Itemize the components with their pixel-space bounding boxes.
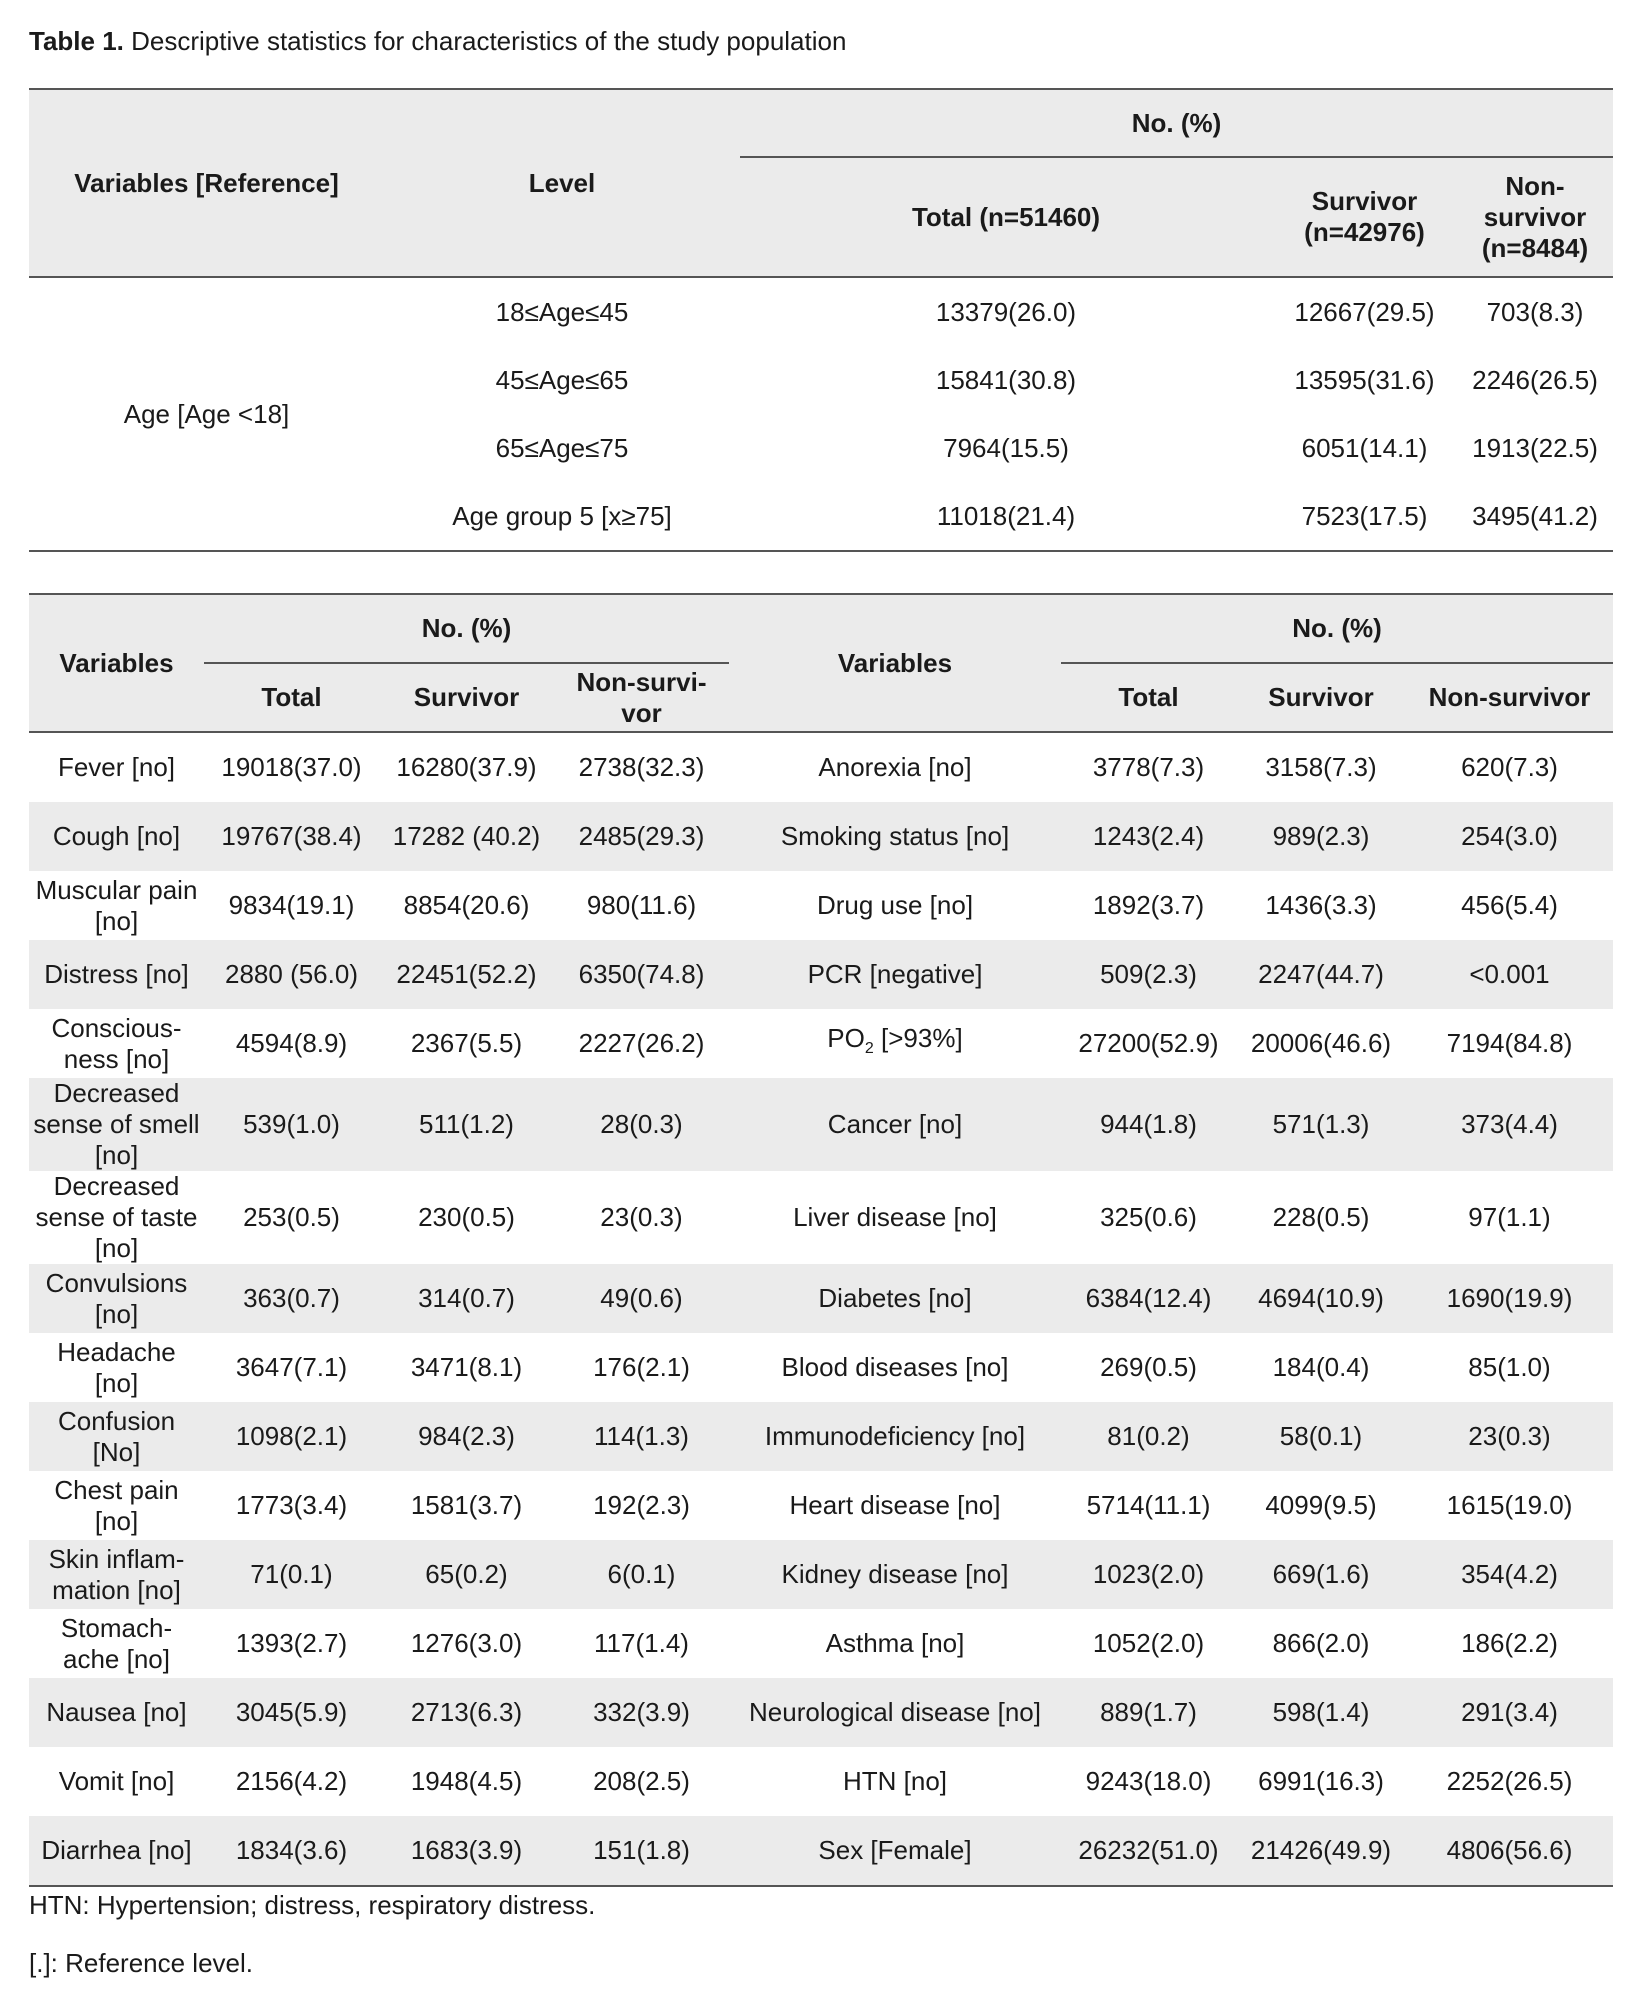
table-row	[29, 871, 1613, 940]
total-cell-left: 71(0.1)	[250, 1559, 333, 1589]
table-row	[29, 1747, 1613, 1816]
age-header-variables: Variables [Reference]	[74, 167, 339, 198]
char-header-variables-right: Variables	[837, 647, 953, 678]
table-row	[29, 1078, 1613, 1171]
survivor-cell-right: 598(1.4)	[1272, 1697, 1370, 1727]
total-cell-left: 253(0.5)	[243, 1202, 340, 1232]
variable-cell-right: Immunodeficiency [no]	[764, 1421, 1026, 1451]
total-cell-right: 27200(52.9)	[1078, 1028, 1219, 1058]
non-survivor-cell-left: 980(11.6)	[586, 890, 697, 920]
table-row	[29, 802, 1613, 871]
age-header-survivor: Survivor (n=42976)	[1304, 186, 1425, 247]
non-survivor-cell-left: 2227(26.2)	[578, 1028, 705, 1058]
total-cell-left: 2156(4.2)	[235, 1766, 348, 1796]
table-row	[29, 277, 1613, 346]
non-survivor-cell-left: 176(2.1)	[593, 1352, 690, 1382]
total-cell-right: 1892(3.7)	[1092, 890, 1205, 920]
variable-cell-right: Anorexia [no]	[818, 752, 972, 782]
age-header-total: Total (n=51460)	[911, 201, 1101, 232]
total-cell-left: 4594(8.9)	[235, 1028, 348, 1058]
non-survivor-cell-left: 23(0.3)	[600, 1202, 683, 1232]
survivor-cell-left: 16280(37.9)	[396, 752, 537, 782]
variable-cell-right: Asthma [no]	[825, 1628, 965, 1658]
age-non-survivor-cell: 2246(26.5)	[1472, 364, 1598, 395]
total-cell-left: 1834(3.6)	[235, 1835, 348, 1865]
table-row	[29, 1264, 1613, 1333]
survivor-cell-right: 2247(44.7)	[1258, 959, 1384, 989]
total-cell-right: 6384(12.4)	[1085, 1283, 1212, 1313]
total-cell-right: 509(2.3)	[1100, 959, 1197, 989]
survivor-cell-right: 184(0.4)	[1272, 1352, 1370, 1382]
table-row	[29, 1333, 1613, 1402]
total-cell-right: 1023(2.0)	[1092, 1559, 1205, 1589]
survivor-cell-left: 314(0.7)	[418, 1283, 515, 1313]
survivor-cell-right: 6991(16.3)	[1258, 1766, 1384, 1796]
non-survivor-cell-right: 2252(26.5)	[1446, 1766, 1573, 1796]
survivor-cell-left: 1683(3.9)	[410, 1835, 523, 1865]
non-survivor-cell-right: 1690(19.9)	[1446, 1283, 1573, 1313]
variable-main-text: PO	[827, 1022, 865, 1053]
age-header-non-survivor: Non-survivor (n=8484)	[1481, 170, 1589, 263]
table-row	[29, 940, 1613, 1009]
variable-subscript: 2	[864, 1040, 874, 1058]
table-row	[29, 1171, 1613, 1264]
table-row	[29, 1678, 1613, 1747]
total-cell-left: 539(1.0)	[243, 1109, 340, 1139]
non-survivor-cell-right: 186(2.2)	[1461, 1628, 1558, 1658]
age-total-cell: 7964(15.5)	[943, 432, 1069, 463]
char-header-survivor-right: Survivor	[1268, 682, 1374, 712]
variable-cell-right: Kidney disease [no]	[781, 1559, 1009, 1589]
char-header-variables-left: Variables	[59, 647, 174, 678]
variable-cell-left: Headache [no]	[57, 1336, 176, 1398]
age-total-cell: 11018(21.4)	[936, 500, 1076, 531]
variable-cell-right: Diabetes [no]	[818, 1283, 972, 1313]
age-header-level: Level	[528, 167, 596, 198]
variable-cell-left: Conscious-ness [no]	[51, 1012, 182, 1074]
age-header-no-pct: No. (%)	[740, 89, 1613, 157]
variable-cell-right: Cancer [no]	[827, 1109, 963, 1139]
variable-cell-left: Distress [no]	[44, 959, 189, 989]
survivor-cell-left: 8854(20.6)	[403, 890, 530, 920]
table-row	[29, 1540, 1613, 1609]
variable-cell-left: Fever [no]	[57, 752, 176, 782]
survivor-cell-right: 228(0.5)	[1272, 1202, 1370, 1232]
total-cell-left: 1098(2.1)	[235, 1421, 348, 1451]
non-survivor-cell-right: 620(7.3)	[1461, 752, 1558, 782]
variable-cell-right: Heart disease [no]	[789, 1490, 1001, 1520]
total-cell-right: 269(0.5)	[1100, 1352, 1197, 1382]
total-cell-right: 889(1.7)	[1100, 1697, 1197, 1727]
char-header-total-left: Total	[261, 682, 322, 712]
table-row	[29, 1816, 1613, 1886]
age-survivor-cell: 13595(31.6)	[1294, 364, 1435, 395]
survivor-cell-right: 4099(9.5)	[1265, 1490, 1377, 1520]
non-survivor-cell-right: 23(0.3)	[1468, 1421, 1551, 1451]
non-survivor-cell-left: 332(3.9)	[593, 1697, 690, 1727]
survivor-cell-right: 20006(46.6)	[1250, 1028, 1392, 1058]
survivor-cell-right: 571(1.3)	[1272, 1109, 1370, 1139]
total-cell-right: 1052(2.0)	[1092, 1628, 1205, 1658]
variable-cell-left: Chest pain [no]	[54, 1474, 179, 1536]
survivor-cell-left: 1276(3.0)	[410, 1628, 523, 1658]
variable-rest-text: [>93%]	[873, 1022, 963, 1053]
survivor-cell-left: 65(0.2)	[425, 1559, 508, 1589]
non-survivor-cell-left: 2485(29.3)	[578, 821, 705, 851]
variable-cell-left: Skin inflam-mation [no]	[48, 1543, 185, 1605]
age-level-cell: Age group 5 [x≥75]	[452, 500, 672, 531]
table-row	[29, 732, 1613, 802]
survivor-cell-left: 22451(52.2)	[396, 959, 537, 989]
survivor-cell-left: 984(2.3)	[418, 1421, 515, 1451]
variable-cell-left: Decreased sense of taste [no]	[35, 1171, 198, 1263]
non-survivor-cell-right: 1615(19.0)	[1446, 1490, 1573, 1520]
total-cell-left: 363(0.7)	[243, 1283, 340, 1313]
age-total-cell: 15841(30.8)	[935, 364, 1077, 395]
non-survivor-cell-right: 4806(56.6)	[1446, 1835, 1573, 1865]
total-cell-right: 5714(11.1)	[1086, 1490, 1211, 1520]
characteristics-table-body	[29, 732, 1613, 1886]
total-cell-left: 3045(5.9)	[235, 1697, 348, 1727]
char-header-no-pct-left: No. (%)	[204, 594, 729, 663]
variable-cell-right: HTN [no]	[842, 1766, 948, 1796]
age-level-cell: 45≤Age≤65	[495, 364, 629, 395]
survivor-cell-left: 230(0.5)	[418, 1202, 515, 1232]
age-total-cell: 13379(26.0)	[935, 296, 1077, 327]
survivor-cell-right: 4694(10.9)	[1258, 1283, 1384, 1313]
age-table	[29, 88, 1613, 552]
char-header-total-right: Total	[1118, 682, 1179, 712]
non-survivor-cell-left: 6(0.1)	[607, 1559, 676, 1589]
survivor-cell-left: 2713(6.3)	[410, 1697, 523, 1727]
survivor-cell-right: 989(2.3)	[1272, 821, 1370, 851]
table-row	[29, 1009, 1613, 1078]
survivor-cell-left: 3471(8.1)	[410, 1352, 523, 1382]
non-survivor-cell-right: 85(1.0)	[1468, 1352, 1551, 1382]
variable-cell-left: Diarrhea [no]	[41, 1835, 192, 1865]
survivor-cell-right: 21426(49.9)	[1250, 1835, 1392, 1865]
age-non-survivor-cell: 1913(22.5)	[1472, 432, 1598, 463]
footnote-htn: HTN: Hypertension; distress, respiratory distress.	[29, 1890, 596, 1920]
total-cell-left: 19767(38.4)	[221, 821, 362, 851]
non-survivor-cell-left: 151(1.8)	[593, 1835, 690, 1865]
table-caption-label: Table 1.	[29, 26, 124, 56]
total-cell-left: 19018(37.0)	[221, 752, 362, 782]
survivor-cell-left: 1581(3.7)	[410, 1490, 523, 1520]
non-survivor-cell-right: 373(4.4)	[1461, 1109, 1558, 1139]
variable-cell-left: Muscular pain [no]	[35, 874, 198, 936]
variable-cell-left: Cough [no]	[52, 821, 181, 851]
age-table-body	[29, 277, 1613, 551]
total-cell-right: 9243(18.0)	[1085, 1766, 1212, 1796]
age-survivor-cell: 12667(29.5)	[1294, 296, 1435, 327]
non-survivor-cell-left: 28(0.3)	[600, 1109, 683, 1139]
total-cell-right: 3778(7.3)	[1092, 752, 1205, 782]
total-cell-left: 9834(19.1)	[228, 890, 355, 920]
variable-cell-right: Sex [Female]	[818, 1835, 972, 1865]
non-survivor-cell-right: 97(1.1)	[1468, 1202, 1551, 1232]
non-survivor-cell-left: 114(1.3)	[594, 1421, 689, 1451]
total-cell-right: 1243(2.4)	[1092, 821, 1205, 851]
total-cell-left: 3647(7.1)	[235, 1352, 348, 1382]
variable-cell-left: Convulsions [no]	[45, 1267, 188, 1329]
variable-cell-left: Confusion [No]	[57, 1405, 176, 1467]
survivor-cell-left: 1948(4.5)	[410, 1766, 523, 1796]
age-level-cell: 18≤Age≤45	[495, 296, 629, 327]
age-survivor-cell: 6051(14.1)	[1301, 432, 1428, 463]
non-survivor-cell-left: 117(1.4)	[594, 1628, 689, 1658]
variable-cell-left: Vomit [no]	[58, 1766, 175, 1796]
non-survivor-cell-right: 354(4.2)	[1461, 1559, 1558, 1589]
total-cell-left: 1393(2.7)	[235, 1628, 348, 1658]
characteristics-table	[29, 593, 1613, 1887]
non-survivor-cell-left: 49(0.6)	[600, 1283, 683, 1313]
survivor-cell-left: 17282 (40.2)	[392, 821, 541, 851]
char-header-non-survivor-left: Non-survi-vor	[576, 666, 707, 728]
footnote-reference: [.]: Reference level.	[29, 1948, 253, 1978]
survivor-cell-right: 866(2.0)	[1272, 1628, 1370, 1658]
non-survivor-cell-right: <0.001	[1469, 959, 1550, 989]
survivor-cell-left: 511(1.2)	[419, 1109, 514, 1139]
age-variable-cell: Age [Age <18]	[123, 398, 290, 429]
age-survivor-cell: 7523(17.5)	[1301, 500, 1428, 531]
non-survivor-cell-left: 6350(74.8)	[578, 959, 705, 989]
table-row	[29, 1471, 1613, 1540]
age-non-survivor-cell: 3495(41.2)	[1472, 500, 1598, 531]
age-level-cell: 65≤Age≤75	[495, 432, 629, 463]
variable-cell-left: Stomach-ache [no]	[60, 1612, 173, 1674]
non-survivor-cell-right: 7194(84.8)	[1446, 1028, 1573, 1058]
total-cell-left: 2880 (56.0)	[225, 959, 358, 989]
non-survivor-cell-left: 2738(32.3)	[578, 752, 705, 782]
survivor-cell-right: 669(1.6)	[1272, 1559, 1370, 1589]
non-survivor-cell-right: 456(5.4)	[1461, 890, 1558, 920]
char-header-non-survivor-right: Non-survivor	[1428, 682, 1591, 712]
survivor-cell-right: 3158(7.3)	[1265, 752, 1377, 782]
survivor-cell-left: 2367(5.5)	[410, 1028, 523, 1058]
non-survivor-cell-right: 254(3.0)	[1461, 821, 1558, 851]
total-cell-right: 26232(51.0)	[1078, 1835, 1219, 1865]
survivor-cell-right: 1436(3.3)	[1265, 890, 1377, 920]
variable-cell-left: Decreased sense of smell [no]	[33, 1078, 200, 1170]
variable-cell-right: Blood diseases [no]	[781, 1352, 1009, 1382]
variable-cell-right: Neurological disease [no]	[749, 1697, 1041, 1727]
total-cell-right: 325(0.6)	[1100, 1202, 1197, 1232]
variable-cell-right: Smoking status [no]	[780, 821, 1010, 851]
table-caption	[29, 26, 846, 57]
total-cell-left: 1773(3.4)	[235, 1490, 348, 1520]
variable-cell-right: Liver disease [no]	[793, 1202, 997, 1232]
non-survivor-cell-right: 291(3.4)	[1461, 1697, 1558, 1727]
age-non-survivor-cell: 703(8.3)	[1486, 296, 1584, 327]
variable-cell-left: Nausea [no]	[46, 1697, 187, 1727]
char-header-no-pct-right: No. (%)	[1061, 594, 1613, 663]
variable-cell-right: PCR [negative]	[807, 959, 983, 989]
total-cell-right: 944(1.8)	[1100, 1109, 1197, 1139]
char-header-survivor-left: Survivor	[413, 682, 520, 712]
non-survivor-cell-left: 208(2.5)	[593, 1766, 690, 1796]
non-survivor-cell-left: 192(2.3)	[593, 1490, 690, 1520]
survivor-cell-right: 58(0.1)	[1279, 1421, 1363, 1451]
variable-cell-right: Drug use [no]	[816, 890, 974, 920]
table-row	[29, 1609, 1613, 1678]
variable-cell-right	[729, 1009, 1061, 1078]
table-row	[29, 1402, 1613, 1471]
table-caption-text: Descriptive statistics for characteristics of the study population	[131, 26, 847, 56]
total-cell-right: 81(0.2)	[1107, 1421, 1190, 1451]
